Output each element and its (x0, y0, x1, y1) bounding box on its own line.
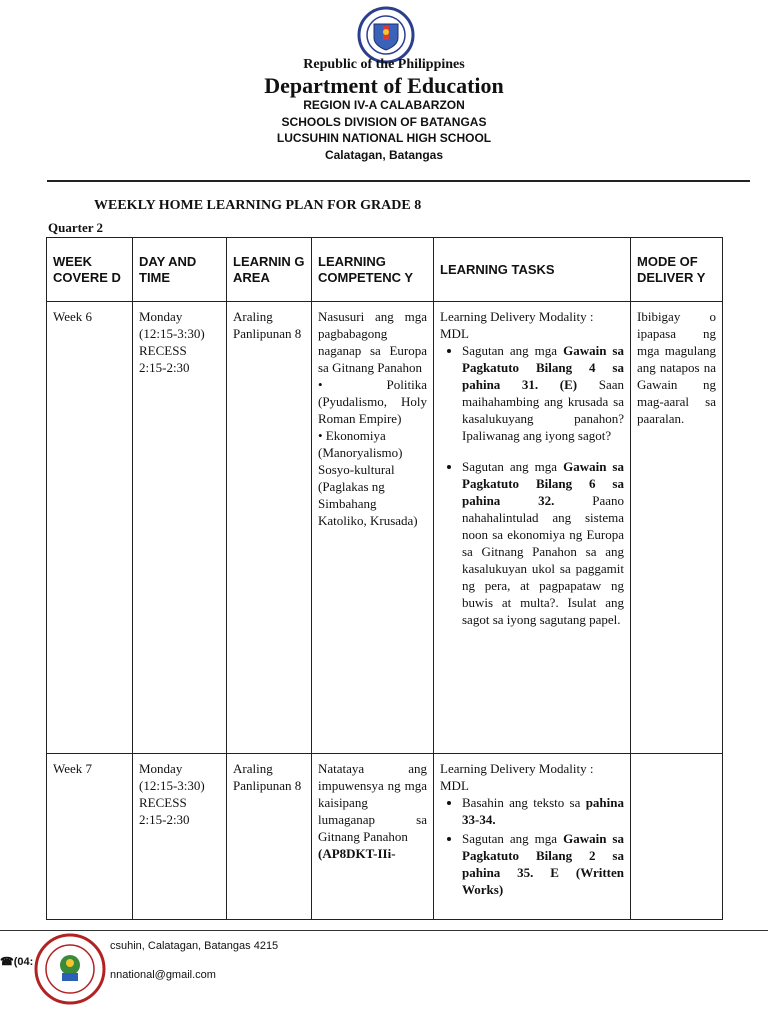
location-heading: Calatagan, Batangas (324, 148, 444, 162)
plan-title: WEEKLY HOME LEARNING PLAN FOR GRADE 8 (94, 198, 422, 213)
competency-text: Nasusuri ang mga pagbabagong naganap sa Europa sa Gitnang Panahon (318, 309, 427, 375)
modality-text: Learning Delivery Modality : MDL (440, 309, 594, 341)
quarter-label: Quarter 2 (48, 220, 103, 235)
competency-economy: • Ekonomiya (Manoryalismo) Sosyo-kultural (Paglakas ng Simbahang Katoliko, Krusada) (318, 428, 418, 528)
table-header-row (47, 238, 723, 302)
republic-heading: Republic of the Philippines (303, 57, 465, 72)
department-heading: Department of Education (264, 73, 504, 98)
col-header-tasks: LEARNING TASKS (434, 238, 631, 302)
learning-area-cell: Araling Panlipunan 8 (227, 302, 312, 754)
col-header-week: WEEK COVERE D (47, 238, 133, 302)
week-cell: Week 6 (47, 302, 133, 754)
deped-seal-icon (352, 6, 420, 64)
learning-area-cell: Araling Panlipunan 8 (227, 754, 312, 920)
col-header-mode: MODE OF DELIVER Y (631, 238, 723, 302)
day-time-cell (133, 302, 227, 754)
school-heading: LUCSUHIN NATIONAL HIGH SCHOOL (276, 131, 492, 145)
competency-text: Natataya ang impuwensya ng mga kaisipang lumaganap sa Gitnang Panahon (318, 761, 427, 844)
competency-politics: • Politika (Pyudalismo, Holy Roman Empire) (318, 377, 427, 426)
phone-icon: ☎ (0, 956, 14, 968)
col-header-area: LEARNIN G AREA (227, 238, 312, 302)
col-header-day: DAY AND TIME (133, 238, 227, 302)
recess-time: 2:15-2:30 (139, 360, 190, 375)
recess-label: RECESS (139, 343, 187, 358)
phone-number: ☎(04: (0, 956, 34, 968)
learning-tasks-cell (434, 302, 631, 754)
task-item: • Sagutan ang mga Gawain sa Pagkatuto Bilang 2 sa pahina 35. E (Written Works) (462, 830, 624, 898)
learning-plan-table (46, 237, 723, 920)
mode-of-delivery-cell (631, 754, 723, 920)
table-row (47, 754, 723, 920)
learning-tasks-cell (434, 754, 631, 920)
header-divider (47, 180, 750, 182)
task-list (440, 342, 624, 628)
table-row (47, 302, 723, 754)
mode-of-delivery-cell: Ibibigay o ipapasa ng mga magulang ang natapos na Gawain ng mag-aaral sa paaralan. (631, 302, 723, 754)
recess-label: RECESS (139, 795, 187, 810)
footer-email: nnational@gmail.com (110, 969, 216, 981)
col-header-competency: LEARNING COMPETENC Y (312, 238, 434, 302)
competency-cell (312, 302, 434, 754)
day-text: Monday (139, 761, 183, 776)
time-text: (12:15-3:30) (139, 778, 205, 793)
modality-text: Learning Delivery Modality : MDL (440, 761, 594, 793)
competency-cell (312, 754, 434, 920)
competency-code: (AP8DKT-IIi- (318, 846, 396, 861)
region-heading: REGION IV-A CALABARZON (303, 98, 465, 112)
week-cell: Week 7 (47, 754, 133, 920)
footer-address: csuhin, Calatagan, Batangas 4215 (110, 940, 279, 952)
day-text: Monday (139, 309, 183, 324)
footer-divider (0, 930, 768, 931)
task-list (440, 794, 624, 898)
task-item: • Sagutan ang mga Gawain sa Pagkatuto Bilang 6 sa pahina 32. Paano nahahalintulad ang sistema noon sa ekonomiya ng Europa sa Gitnang Panahon sa ang kasalukuyan ukol sa paggamit ng pera, at pagpapataw ng buwis at multa?. Isulat ang sagot sa iyong sagutang papel. (462, 458, 624, 628)
task-item: • Sagutan ang mga Gawain sa Pagkatuto Bilang 4 sa pahina 31. (E) Saan maihahambing ang krusada sa kasalukuyang panahon? Ipaliwanag ang iyong sagot? (462, 342, 624, 444)
task-item: • Basahin ang teksto sa pahina 33-34. (462, 794, 624, 828)
day-time-cell (133, 754, 227, 920)
division-heading: SCHOOLS DIVISION OF BATANGAS (281, 115, 487, 129)
time-text: (12:15-3:30) (139, 326, 205, 341)
school-logo-icon (34, 933, 106, 1005)
recess-time: 2:15-2:30 (139, 812, 190, 827)
